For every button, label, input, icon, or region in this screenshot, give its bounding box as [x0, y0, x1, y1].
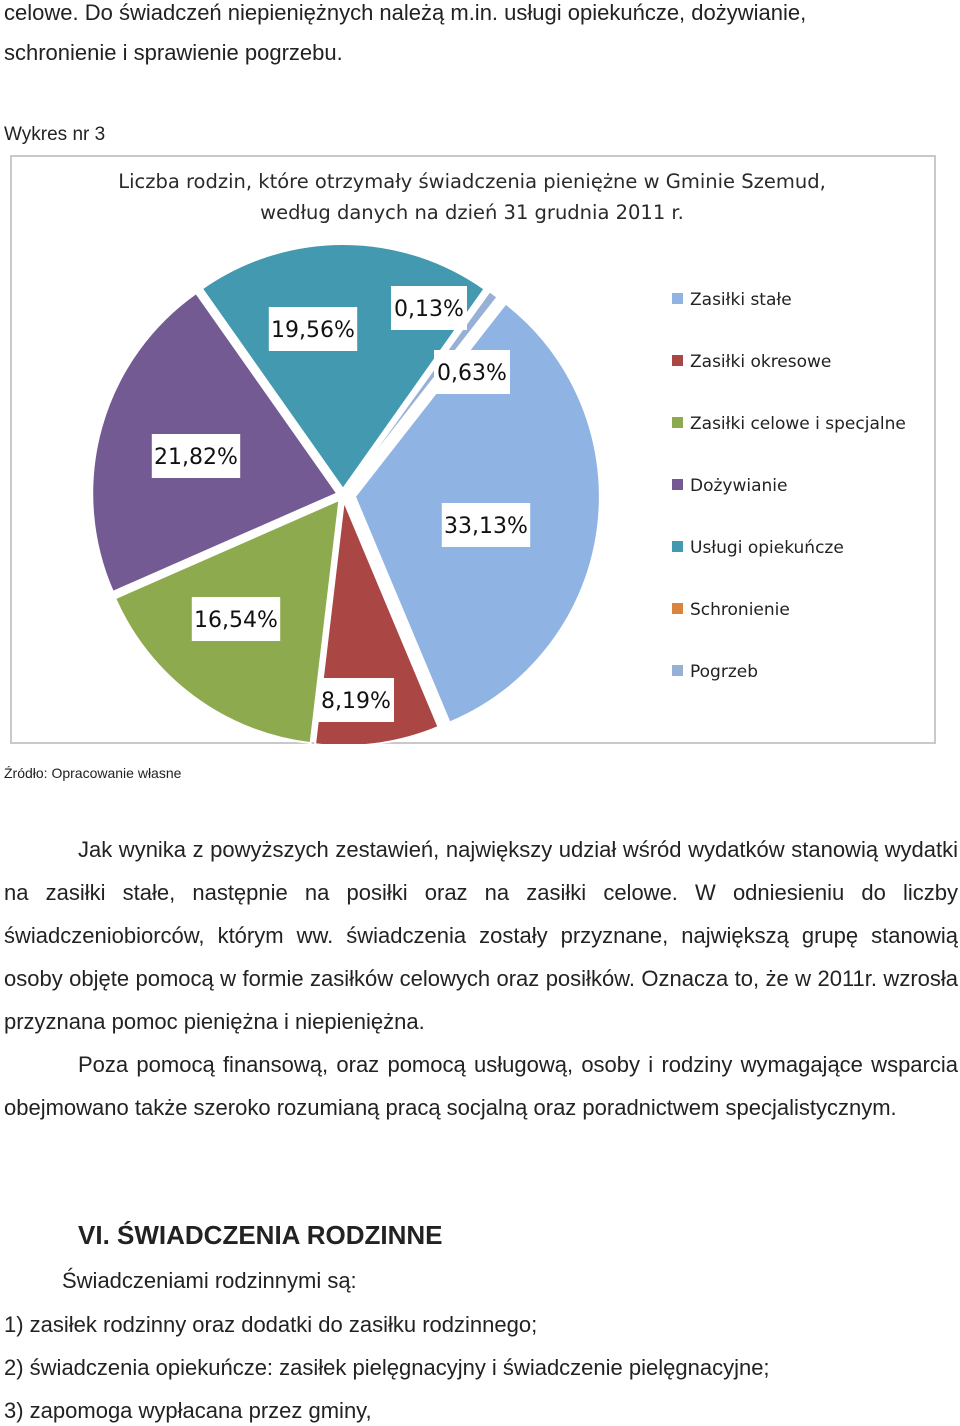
list-item: 3) zapomoga wypłacana przez gminy, — [4, 1398, 372, 1423]
legend-item — [672, 662, 758, 682]
svg-text:8,19%: 8,19% — [321, 689, 391, 714]
data-label — [442, 503, 530, 547]
list-item: 2) świadczenia opiekuńcze: zasiłek pielęgnacyjny i świadczenie pielęgnacyjne; — [4, 1355, 770, 1380]
svg-text:Schronienie: Schronienie — [690, 600, 790, 620]
svg-text:33,13%: 33,13% — [444, 514, 528, 539]
legend-item — [672, 600, 790, 620]
body-text-line: celowe. Do świadczeń niepieniężnych należą m.in. usługi opiekuńcze, dożywianie, — [4, 0, 807, 25]
svg-text:0,13%: 0,13% — [394, 297, 464, 322]
chart-legend — [672, 290, 906, 682]
data-label — [152, 434, 240, 478]
pie-chart — [10, 155, 936, 744]
svg-text:Zasiłki stałe: Zasiłki stałe — [690, 290, 792, 310]
svg-text:0,63%: 0,63% — [437, 361, 507, 386]
data-label — [269, 307, 357, 351]
section-heading: VI. ŚWIADCZENIA RODZINNE — [78, 1220, 443, 1250]
legend-item — [672, 290, 792, 310]
data-label — [192, 597, 280, 641]
legend-item — [672, 476, 787, 496]
data-label — [318, 678, 394, 722]
svg-text:16,54%: 16,54% — [194, 608, 278, 633]
svg-text:Zasiłki celowe i specjalne: Zasiłki celowe i specjalne — [690, 414, 906, 434]
svg-text:Zasiłki okresowe: Zasiłki okresowe — [690, 352, 832, 372]
source-note: Źródło: Opracowanie własne — [4, 765, 182, 781]
legend-item — [672, 352, 831, 372]
body-text-line: schronienie i sprawienie pogrzebu. — [4, 40, 343, 65]
svg-text:19,56%: 19,56% — [271, 318, 355, 343]
svg-text:Pogrzeb: Pogrzeb — [690, 662, 758, 682]
chart-subtitle: według danych na dzień 31 grudnia 2011 r. — [260, 201, 684, 224]
paragraph: Poza pomocą finansową, oraz pomocą usługową, osoby i rodziny wymagające wsparcia obejmowano także szeroko rozumianą pracą socjalną oraz poradnictwem specjalistycznym. — [4, 1052, 958, 1120]
data-label — [391, 286, 467, 330]
legend-item — [672, 538, 844, 558]
intro-text: Świadczeniami rodzinnymi są: — [62, 1268, 357, 1293]
chart-caption: Wykres nr 3 — [4, 124, 106, 145]
svg-text:Dożywianie: Dożywianie — [690, 476, 788, 496]
paragraph: Jak wynika z powyższych zestawień, największy udział wśród wydatków stanowią wydatki na zasiłki stałe, następnie na posiłki oraz na zasiłki celowe. W odniesieniu do liczby świadczeniobiorców, którym ww. świadczenia zostały przyznane, największą grupę stanowią osoby objęte pomocą w formie zasiłków celowych oraz posiłków. Oznacza to, że w 2011r. wzrosła przyznana pomoc pieniężna i niepieniężna. — [4, 837, 958, 1034]
legend-item — [672, 414, 906, 434]
data-label — [434, 350, 510, 394]
list-item: 1) zasiłek rodzinny oraz dodatki do zasiłku rodzinnego; — [4, 1312, 538, 1337]
chart-title: Liczba rodzin, które otrzymały świadczenia pieniężne w Gminie Szemud, — [118, 170, 826, 193]
svg-text:21,82%: 21,82% — [154, 445, 238, 470]
svg-text:Usługi opiekuńcze: Usługi opiekuńcze — [690, 538, 844, 558]
